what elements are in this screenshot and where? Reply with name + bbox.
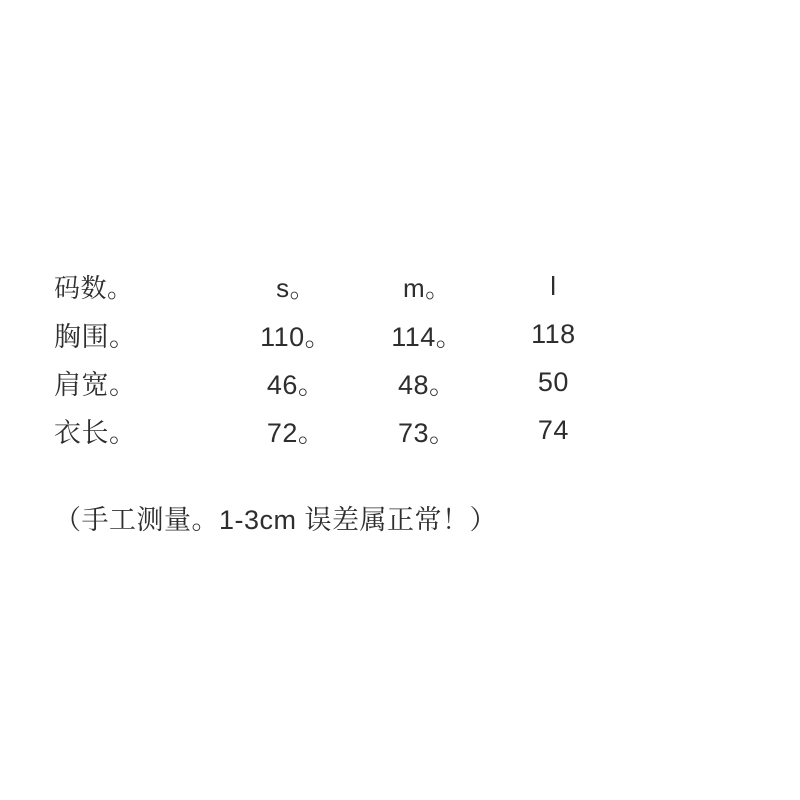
cell-shoulder-s: 46。 bbox=[266, 369, 326, 400]
table-row bbox=[54, 310, 614, 358]
size-chart-table bbox=[54, 262, 614, 454]
table-row bbox=[54, 358, 614, 406]
cell-size-s: s。 bbox=[276, 272, 317, 303]
table-row bbox=[54, 262, 614, 310]
row-label: 胸围。 bbox=[54, 321, 137, 352]
cell-length-s: 72。 bbox=[266, 417, 326, 448]
cell-size-l: l bbox=[550, 270, 557, 301]
cell-shoulder-l: 50 bbox=[537, 366, 569, 397]
cell-size-m: m。 bbox=[402, 272, 452, 303]
table-row bbox=[54, 406, 614, 454]
row-label: 衣长。 bbox=[54, 417, 137, 448]
cell-shoulder-m: 48。 bbox=[398, 369, 457, 400]
row-label: 肩宽。 bbox=[54, 369, 137, 400]
measurement-note: （手工测量。1-3cm 误差属正常！） bbox=[54, 505, 498, 535]
cell-length-l: 74 bbox=[537, 414, 569, 445]
cell-length-m: 73。 bbox=[398, 417, 457, 448]
cell-bust-s: 110。 bbox=[260, 321, 333, 352]
cell-bust-m: 114。 bbox=[391, 321, 464, 352]
row-label: 码数。 bbox=[54, 272, 134, 303]
cell-bust-l: 118 bbox=[531, 318, 576, 349]
